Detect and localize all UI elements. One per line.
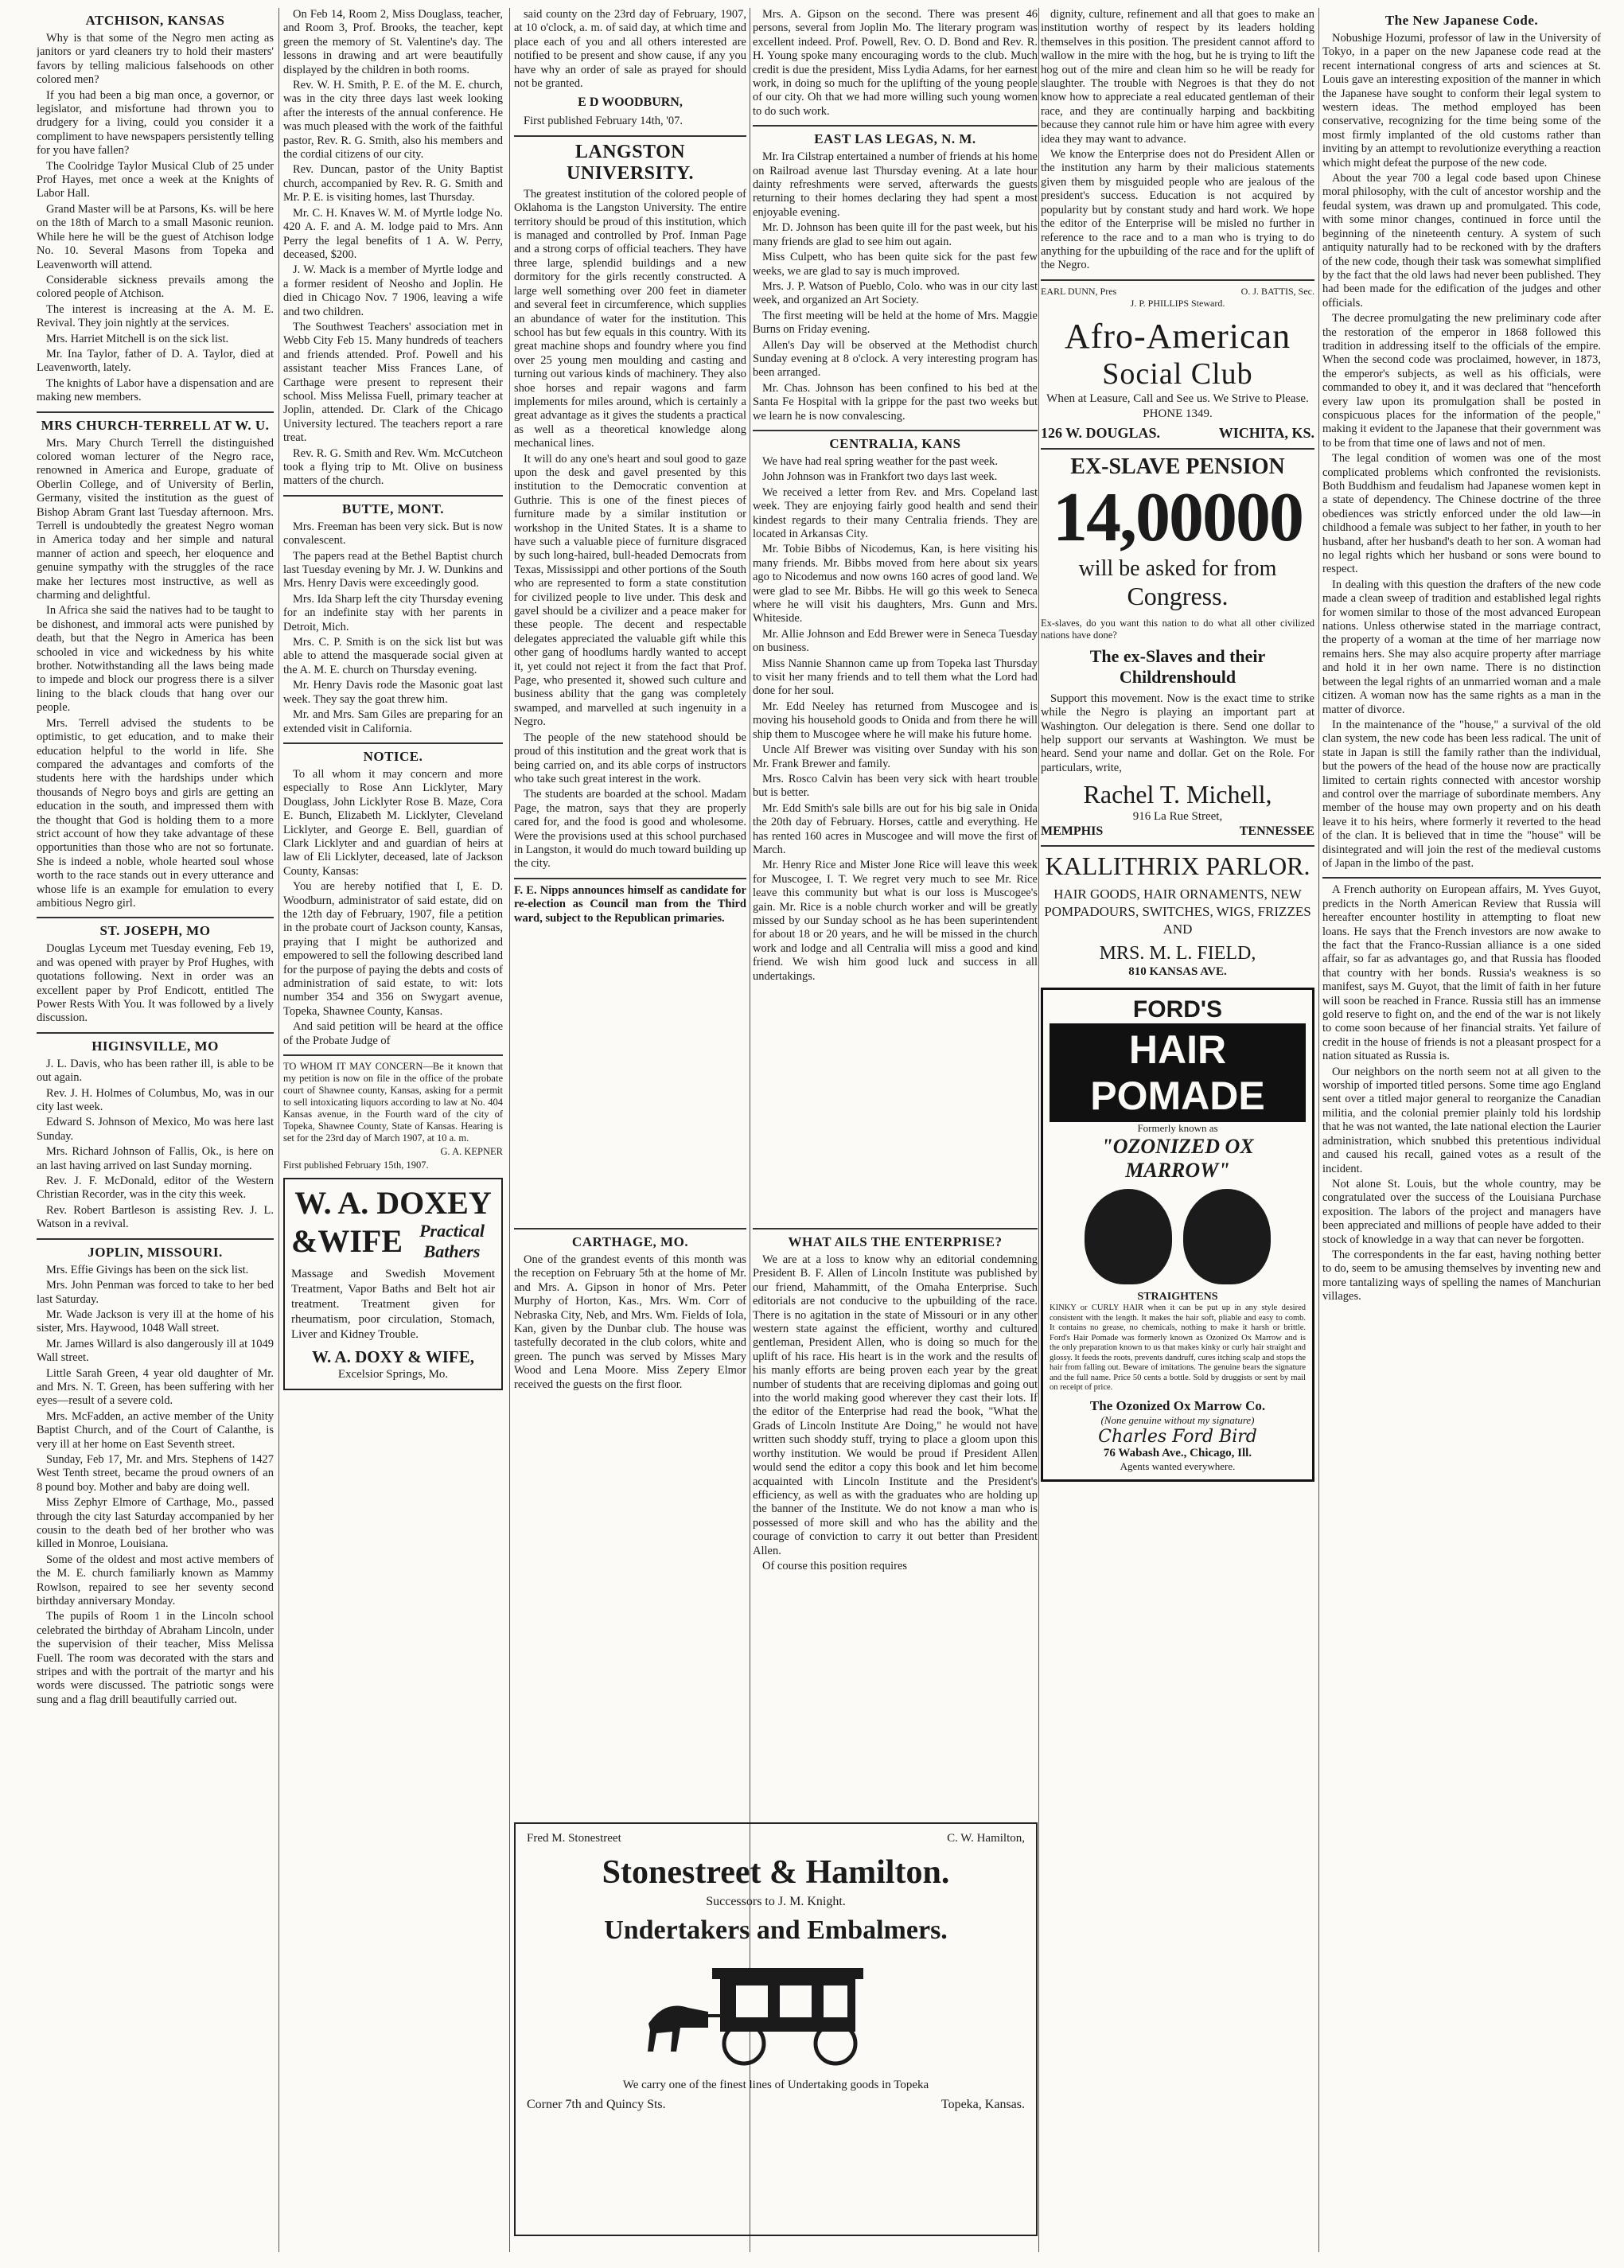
kallithrix-ad <box>1041 851 1314 980</box>
article-paragraph: Mr. Chas. Johnson has been confined to his bed at the Santa Fe Hospital with la grippe for the past two weeks but we learn he is now convalescing. <box>753 381 1038 423</box>
section-heading: LANGSTON UNIVERSITY. <box>567 141 694 184</box>
article-paragraph: Allen's Day will be observed at the Methodist church Sunday evening at 8 o'clock. A very interesting program has been arranged. <box>753 338 1038 380</box>
ad-line: will be asked for from <box>1078 555 1277 581</box>
ad-title: Social Club <box>1102 357 1253 391</box>
ad-title: FORD'S <box>1132 996 1223 1023</box>
section-heading: HIGINSVILLE, MO <box>92 1038 219 1054</box>
article-paragraph: Mr. Henry Rice and Mister Jone Rice will leave this week for Muscogee, I. T. We regret very much to see Mr. Rice leave this community but what is our loss is Muscogee's gain. Mr. Rice is a noble church worker and will be greatly missed by our Sunday school as he has been superintendent for about 18 or 20 years, and he will be missed in the church work and lodge and all Centralia will miss a good and kind friend. We wish him good luck and success in all undertakings. <box>753 859 1038 983</box>
ad-signature: Charles Ford Bird <box>1098 1426 1257 1447</box>
article-paragraph: In Africa she said the natives had to be taught to be dishonest, and immoral acts were punished by death, but that the Negro in America has been schooled in vice and wickedness by his white brother. Notwithstanding all the laws being made to impede and block our progress there is a silver lining to the black clouds that hang over our people. <box>37 604 274 715</box>
article-paragraph: Rev. W. H. Smith, P. E. of the M. E. church, was in the city three days last week looking after the interests of the annual conference. He was much pleased with the work of the faithful pastor, Rev. R. G. Smith, also his members and the cordial citizens of our city. <box>283 79 503 162</box>
article-paragraph: Little Sarah Green, 4 year old daughter of Mr. and Mrs. N. T. Green, has been suffering with her eyes—result of a severe cold. <box>37 1366 274 1408</box>
ad-tagline: Practical Bathers <box>419 1221 485 1262</box>
article-paragraph: You are hereby notified that I, E. D. Woodburn, administrator of said estate, did on the 12th day of February, 1907, file a petition in the probate court of Jackson county, Kansas, praying that I might be authorized and empowered to sell the following described land for the purpose of paying the debts and costs of administration of said estate, to wit: lots number 354 and 356 on Swygart avenue, Topeka, Shawnee County, Kansas. <box>283 880 503 1018</box>
partner-name: Fred M. Stonestreet <box>527 1832 621 1845</box>
article-paragraph: Mrs. Rosco Calvin has been very sick with heart trouble but is better. <box>753 772 1038 800</box>
article-paragraph: Mr. Henry Davis rode the Masonic goat last week. They say the goat threw him. <box>283 679 503 706</box>
portrait-icon <box>1085 1189 1172 1284</box>
section-heading: ST. JOSEPH, MO <box>99 923 211 939</box>
article-paragraph: Mrs. Freeman has been very sick. But is now convalescent. <box>283 520 503 548</box>
article-paragraph: Miss Nannie Shannon came up from Topeka last Thursday to visit her many friends and to tell them what the Lord had done for her soul. <box>753 657 1038 698</box>
article-paragraph: Edward S. Johnson of Mexico, Mo was here last Sunday. <box>37 1116 274 1143</box>
article-paragraph: We know the Enterprise does not do President Allen or the institution any harm by their malicious statements given them by misguided people who are jealous of the president's success. Education is not acquired by popularity but by constant study and hard work. We hope the editor of the Enterprise will be misled no further in reference to the race and to a man who is trying to do anything for the upbuilding of the race and for the uplift of the Negro. <box>1041 148 1314 272</box>
section-rule <box>37 1032 274 1034</box>
ad-title: HAIR POMADE <box>1050 1023 1306 1122</box>
article-paragraph: Miss Zephyr Elmore of Carthage, Mo., passed through the city last Saturday accompanied by her cousin to the death bed of her brother who was killed in Monroe, Louisiana. <box>37 1496 274 1551</box>
signature: E D WOODBURN, <box>578 95 683 110</box>
article-paragraph: The Southwest Teachers' association met in Webb City Feb 15. Many hundreds of teachers and friends attended. Prof. Powell and his assistant teacher Miss Frances Lane, of Carthage were present to represent their school. Miss Melissa Fuell, primary teacher at Joplin, attended. Dr. Clark of the Chicago University lectured. The teachers report a rare treat. <box>283 320 503 445</box>
article-paragraph: Rev. Duncan, pastor of the Unity Baptist church, accompanied by Rev. R. G. Smith and Mr. P. E. is visiting homes, last Thursday. <box>283 163 503 205</box>
section-rule <box>37 411 274 413</box>
ad-city: Topeka, Kansas. <box>941 2098 1025 2111</box>
ad-signature: W. A. DOXY & WIFE, <box>311 1347 474 1367</box>
article-paragraph: We are at a loss to know why an editorial condemning President B. F. Allen of Lincoln Institute was published by our friend, Mahammitt, of the Omaha Enterprise. Such editorials are not conducive to the upbuilding of the race. There is no agitation in the state of Missouri or in any other western state against the efficient, worthy and cultured gentleman, President Allen, who is doing so much for the uplift of his race. His heart is in the work and the results of his manly efforts are being proven each year by the great number of students that are receiving diplomas and going out into the world making good wherever they cast their lots. If the editor of the Enterprise had read the book, "What the Grads of Lincoln Institute Are Doing," he would not have written such shoddy stuff, trying to place a gloom upon this worthy institution. We would be proud if President Allen would send the editor a copy this book and let him become acquainted with Lincoln Institute and the President's efficiency, as well as with the graduates who are holding up the banner of the Institute. We do not know a man who is possessed of more skill and who has the ability and the courage of conviction to carry it out better than President Allen. <box>753 1253 1038 1557</box>
article-paragraph: Mrs. Ida Sharp left the city Thursday evening for an indefinite stay with her parents in Detroit, Mich. <box>283 592 503 633</box>
ad-line: Formerly known as <box>1137 1122 1218 1135</box>
article-paragraph: Uncle Alf Brewer was visiting over Sunday with his son Mr. Frank Brewer and family. <box>753 743 1038 770</box>
article-paragraph: Rev. J. H. Holmes of Columbus, Mo, was in our city last week. <box>37 1086 274 1114</box>
ad-address: Corner 7th and Quincy Sts. <box>527 2098 666 2111</box>
lower-band <box>514 1222 1038 2252</box>
column-5 <box>1041 8 1314 2244</box>
column-rule <box>1318 8 1319 2252</box>
section-heading: MRS CHURCH-TERRELL AT W. U. <box>41 417 270 433</box>
section-rule <box>283 742 503 744</box>
article-paragraph: Nobushige Hozumi, professor of law in the University of Tokyo, in a paper on the new Japanese code read at the recent international congress of arts and sciences at St. Louis gave an interesting exposition of the manner in which the Japanese have sought to conform their legal system to western ideas. The method employed has been conservative, recognizing for the time being some of the most firmly implanted of the old customs rather than inviting by an attempt to revolutionize everything a reaction which might defeat the purpose of the new code. <box>1322 32 1601 170</box>
article-paragraph: Mr. Ina Taylor, father of D. A. Taylor, died at Leavenworth, lately. <box>37 347 274 375</box>
section-rule <box>753 125 1038 127</box>
ad-title: EX-SLAVE PENSION <box>1070 454 1285 479</box>
article-paragraph: On Feb 14, Room 2, Miss Douglass, teacher, and Room 3, Prof. Brooks, the teacher, kept green the memory of St. Valentine's day. The lessons in drawing and art were beautifully displayed by the children in both rooms. <box>283 8 503 76</box>
ad-line: (None genuine without my signature) <box>1100 1413 1255 1426</box>
ad-fineprint: KINKY or CURLY HAIR when it can be put up in any style desired consistent with the length. It makes the hair soft, pliable and easy to comb. It contains no grease, no chemicals, nothing to make it harsh or brittle. Ford's Hair Pomade was formerly known as Ozonized Ox Marrow and is the only preparation known to us that makes kinky or curly hair straight and glossy. It feeds the roots, prevents dandruff, cures itching scalp and stops the hair from falling out. Beware of imitations. The genuine bears the signature and the full name. Price 50 cents a bottle. Sold by druggists or sent by mail on receipt of price. <box>1050 1304 1306 1393</box>
article-paragraph: Rev. R. G. Smith and Rev. Wm. McCutcheon took a flying trip to Mt. Olive on business matters of the church. <box>283 446 503 488</box>
publication-date: First published February 14th, '07. <box>524 115 683 128</box>
ad-contact: MRS. M. L. FIELD, <box>1099 943 1256 964</box>
column-6 <box>1322 8 1601 2244</box>
successor-line: Successors to J. M. Knight. <box>706 1895 846 1908</box>
social-club-ad <box>1041 316 1314 442</box>
article-paragraph: Mrs. Effie Givings has been on the sick list. <box>46 1263 249 1276</box>
article-paragraph: J. L. Davis, who has been rather ill, is able to be out again. <box>37 1057 274 1085</box>
ad-body: Support this movement. Now is the exact time to strike while the Negro is playing an important part at Washington. Our delegation is there. Send one dollar to help support our servants at Washington. We must be heard. Send your name and dollar. Get on the Role. For particulars, write, <box>1041 692 1314 774</box>
article-paragraph: Mr. Wade Jackson is very ill at the home of his sister, Mrs. Haywood, 1048 Wall street. <box>37 1307 274 1335</box>
section-rule <box>753 1228 1038 1229</box>
article-paragraph: Our neighbors on the north seem not at all given to the worship of imported titled persons. Some time ago England sent over a titled major general to reorganize the Canadian militia, and the colonial premier plainly told his lordship that he was not wanted, the late national election the Laurier administration, which snubbed this pretentious individual and caused his recall, gained votes as a result of the incident. <box>1322 1065 1601 1175</box>
article-paragraph: Some of the oldest and most active members of the M. E. church familiarly known as Mammy Rowlson, repaired to see her seventy second birthday anniversary Monday. <box>37 1553 274 1608</box>
article-paragraph: Mr. and Mrs. Sam Giles are preparing for an extended visit in California. <box>283 708 503 735</box>
article-paragraph: The Coolridge Taylor Musical Club of 25 under Prof Hayes, met once a week at the Knights of Labor Hall. <box>37 159 274 201</box>
article-paragraph: Why is that some of the Negro men acting as janitors or yard cleaners try to hold their masters' favors by telling malicious falsehoods on other colored men? <box>37 32 274 87</box>
publication-date: First published February 15th, 1907. <box>283 1159 429 1171</box>
column-1 <box>37 8 274 2244</box>
article-paragraph: said county on the 23rd day of February, 1907, at 10 o'clock, a. m. of said day, at which time and place each of you and all others interested are notified to be present and show cause, if any you have why an order of sale as prayed for should not be granted. <box>514 8 746 91</box>
ad-line: STRAIGHTENS <box>1137 1291 1218 1304</box>
article-paragraph: In the maintenance of the "house," a survival of the old clan system, the new code has been less radical. The unit of state in Japan is still the family rather than the individual, but the powers of the head of the house now are practically limited to certain rights connected with ancestor worship and control over the marriage of subordinate members. Any member of the house may own property and on his death leave it to his heirs, where formerly it reverted to the head of the clan. It is believed that in time the "house" will be disintegrated and will join the rest of the medieval customs of Japan in the limbo of the past. <box>1322 718 1601 870</box>
ad-title-suffix: &WIFE <box>291 1223 403 1260</box>
column-rule <box>509 8 510 2252</box>
article-paragraph: The people of the new statehood should be proud of this institution and the great work that is being carried on, and its able corps of instructors who take such great interest in the work. <box>514 731 746 785</box>
section-rule <box>283 495 503 497</box>
article-paragraph: The decree promulgating the new preliminary code after the restoration of the emperor in 1868 followed this tradition in addressing itself to the officials of the empire. When the second code was proclaimed, however, in 1873, the emperor's subjects, as well as his officials, were commanded to obey it, and it was declared that "henceforth every law upon its promulgation shall be posted in conspicuous places for the information of the people," making it evident to the Japanese that their government was to be from that time one of laws and not of men. <box>1322 312 1601 450</box>
article-paragraph: If you had been a big man once, a governor, or legislator, and misfortune had thrown you to drudgery for a living, could you consider it a compliment to have newspapers persistently telling for you have fallen? <box>37 88 274 158</box>
article-paragraph: One of the grandest events of this month was the reception on February 5th at the home of Mr. and Mrs. A. Gipson in honor of Mrs. Peter Murphy of Horton, Kas., Mrs. Wm. Corr of Nebraska City, Neb, and Mrs. Wm. Fields of Iola, Kan, given by the Dunbar club. The house was tastefully decorated in the club colors, white and green. The punch was served by Misses Mary Wood and Lena Moore. Miss Zepery Elmor received the guests on the first floor. <box>514 1253 746 1391</box>
article-paragraph: Mr. C. H. Knaves W. M. of Myrtle lodge No. 420 A. F. and A. M. lodge paid to Mrs. Ann Perry the legal benefits of 1 A. W. Perry, deceased, $200. <box>283 206 503 261</box>
article-paragraph: Mrs. John Penman was forced to take to her bed last Saturday. <box>37 1279 274 1306</box>
ad-line: Agents wanted everywhere. <box>1120 1459 1236 1472</box>
section-rule <box>1322 877 1601 879</box>
ad-phone: PHONE 1349. <box>1143 407 1213 420</box>
contact-name: Rachel T. Michell, <box>1083 780 1272 809</box>
section-heading: CENTRALIA, KANS <box>829 435 961 451</box>
section-heading: CARTHAGE, MO. <box>571 1234 689 1249</box>
article-paragraph: dignity, culture, refinement and all that goes to make an institution worthy of respect by its leaders holding themselves in this position. The president cannot afford to wallow in the mire with the hog, but he is trying to lift the hog out of the mire and clean him so he will be ready for slaughter. The trouble with Negroes is that they do not know how to appreciate a real educated gentleman of their race, and they are continually harping and backbiting because they cannot rule him or have him agree with every idea they may want to advance. <box>1041 8 1314 146</box>
ad-body: When at Leasure, Call and See us. We Strive to Please. <box>1046 392 1309 405</box>
article-paragraph: Grand Master will be at Parsons, Ks. will be here on the 18th of March to a small Masonic reunion. While here he will be the guest of Atchison lodge No. 10. Several Masons from Topeka and Leavenworth will attend. <box>37 202 274 271</box>
article-paragraph: We received a letter from Rev. and Mrs. Copeland last week. They are enjoying fairly good health and send their kindest regards to their many Centralia friends. They are located in Arkansas City. <box>753 485 1038 540</box>
section-rule <box>753 430 1038 431</box>
article-paragraph: Douglas Lyceum met Tuesday evening, Feb 19, and was opened with prayer by Prof Hughes, with quotations following. Next in order was an excellent paper by Prof Endicott, entitled The Power Rests With You. It was followed by a lively discussion. <box>37 942 274 1025</box>
ad-body: We carry one of the finest lines of Undertaking goods in Topeka <box>622 2079 929 2091</box>
legal-notice: TO WHOM IT MAY CONCERN—Be it known that my petition is now on file in the office of the probate court of Shawnee county, Kansas, asking for a permit to sell intoxicating liquors according to law at No. 404 Kansas avenue, in the Fourth ward of the city of Topeka, Shawnee County, State of Kansas. Hearing is set for the 23rd day of March 1907, at 10 a. m. <box>283 1061 503 1144</box>
article-paragraph: Mrs. Mary Church Terrell the distinguished colored woman lecturer of the Negro race, renowned in America and Europe, graduate of Oberlin College, and of University of Berlin, Germany, visited the institution as the guest of Bishop Abram Grant last Tuesday afternoon. Mrs. Terrell is undoubtedly the greatest Negro woman in America today and her simple and natural manner of action and speech, her eloquence and genuine sympathy with the struggles of the race make her lectures most instructive, as well as charming and delightful. <box>37 436 274 602</box>
column-rule <box>278 8 279 2252</box>
article-paragraph: The knights of Labor have a dispensation and are making new members. <box>37 376 274 404</box>
section-heading: The New Japanese Code. <box>1384 13 1539 28</box>
section-heading: WHAT AILS THE ENTERPRISE? <box>788 1234 1003 1249</box>
article-paragraph: The first meeting will be held at the home of Mrs. Maggie Burns on Friday evening. <box>753 309 1038 337</box>
section-rule <box>514 135 746 137</box>
article-paragraph: Mr. James Willard is also dangerously ill at 1049 Wall street. <box>37 1337 274 1365</box>
candidate-announcement: F. E. Nipps announces himself as candidate for re-election as Council man from the Third ward, subject to the Republican primaries. <box>514 883 746 925</box>
stonestreet-ad <box>514 1822 1038 2236</box>
article-paragraph: John Johnson was in Frankfort two days last week. <box>762 470 998 484</box>
contact-state: TENNESSEE <box>1239 824 1314 839</box>
article-paragraph: Mr. Allie Johnson and Edd Brewer were in Seneca Tuesday on business. <box>753 627 1038 655</box>
ad-line: "OZONIZED OX MARROW" <box>1101 1135 1254 1183</box>
column-4 <box>753 8 1038 1222</box>
portrait-icon <box>1183 1189 1271 1284</box>
article-paragraph: A French authority on European affairs, M. Yves Guyot, predicts in the North American Review that Russia will hereafter encounter hostility in attempting to float new loans. He says that the French investors are now awake to the fact that the Franco-Russian alliance is a one sided affair, so far as advantages go, and that Russia has flooded that country with her bonds. Russia's weakness is so manifest, says M. Guyot, that the limit of faith in her future will soon be reached in France. Russia still has an immense gold reserve to fight on, and the end of the war is not likely to come soon because of her financial straits. Yet failure of credit in the house of friends is not a pleasant prospect for a nation situated as Russia is. <box>1322 883 1601 1063</box>
section-heading: EAST LAS LEGAS, N. M. <box>814 131 976 147</box>
services-line: Undertakers and Embalmers. <box>604 1915 948 1945</box>
article-paragraph: And said petition will be heard at the office of the Probate Judge of <box>283 1020 503 1047</box>
column-2 <box>283 8 503 2244</box>
ad-subheading: The ex-Slaves and their Childrenshould <box>1089 645 1266 687</box>
article-paragraph: Of course this position requires <box>762 1559 908 1572</box>
carthage-column <box>514 1222 746 1810</box>
ad-title: W. A. DOXEY <box>294 1185 492 1222</box>
section-heading: ATCHISON, KANSAS <box>85 13 225 28</box>
ad-maker: The Ozonized Ox Marrow Co. <box>1089 1397 1266 1413</box>
section-rule <box>283 1054 503 1056</box>
section-heading: JOPLIN, MISSOURI. <box>88 1244 223 1260</box>
article-paragraph: Miss Culpett, who has been quite sick for the past few weeks, we are glad to say is much improved. <box>753 251 1038 278</box>
officer-name: EARL DUNN, Pres <box>1041 285 1117 297</box>
article-paragraph: The interest is increasing at the A. M. E. Revival. They join nightly at the services. <box>37 302 274 330</box>
article-paragraph: The pupils of Room 1 in the Lincoln school celebrated the birthday of Abraham Lincoln, under the supervision of their teacher, Miss Melissa Fuell. The room was decorated with the stars and stripes and with the portrait of the martyr and his words were discussed. The patriotic songs were sung and a flag drill beautifully carried out. <box>37 1610 274 1706</box>
ad-address: 76 Wabash Ave., Chicago, Ill. <box>1103 1446 1252 1459</box>
hearse-icon <box>633 1952 919 2071</box>
section-rule <box>1041 845 1314 847</box>
article-paragraph: Mrs. C. P. Smith is on the sick list but was able to attend the masquerade social given at the A. M. E. church on Thursday evening. <box>283 636 503 676</box>
contact-city: MEMPHIS <box>1041 824 1104 839</box>
article-paragraph: The students are boarded at the school. Madam Page, the matron, says that they are properly cared for, and the food is good and wholesome. Were the provisions used at this school purchased in Langston, it would do much toward building up the city. <box>514 788 746 871</box>
ad-body: HAIR GOODS, HAIR ORNAMENTS, NEW POMPADOURS, SWITCHES, WIGS, FRIZZES AND <box>1044 887 1311 937</box>
article-paragraph: Mrs. J. P. Watson of Pueblo, Colo. who was in our city last week, and organized an Art Society. <box>753 279 1038 307</box>
ad-city: WICHITA, KS. <box>1218 424 1314 441</box>
firm-name: Stonestreet & Hamilton. <box>602 1854 950 1891</box>
section-heading: NOTICE. <box>363 748 423 764</box>
column-rule <box>1038 8 1039 2252</box>
ad-title: KALLITHRIX PARLOR. <box>1045 851 1310 881</box>
ad-address: 126 W. DOUGLAS. <box>1041 424 1161 441</box>
legal-signature: G. A. KEPNER <box>440 1146 503 1158</box>
article-paragraph: Rev. J. F. McDonald, editor of the Western Christian Recorder, was in the city this week. <box>37 1175 274 1202</box>
section-rule <box>514 1228 746 1229</box>
contact-street: 916 La Rue Street, <box>1132 810 1223 824</box>
column-3 <box>514 8 746 1222</box>
ad-body: Massage and Swedish Movement Treatment, Vapor Baths and Belt hot air treatment. Treatment given for rheumatism, poor circulation, Stomach, Liver and Kidney Trouble. <box>291 1268 495 1342</box>
doxey-ad <box>283 1178 503 1390</box>
fords-pomade-ad <box>1041 988 1314 1482</box>
article-paragraph: We have had real spring weather for the past week. <box>762 454 998 468</box>
article-paragraph: Mrs. A. Gipson on the second. There was present 46 persons, several from Joplin Mo. The literary program was excellent indeed. Prof. Powell, Rev. O. D. Bond and Rev. R. H. Young spoke many encouraging words to the club. Much credit is due the president, Miss Lydia Adams, for her earnest work, in doing so much for the uplifting of the young people of our city. Oh that we had more willing such young women to do such work. <box>753 8 1038 118</box>
officer-name: J. P. PHILLIPS Steward. <box>1130 297 1225 309</box>
pension-ad <box>1041 454 1314 839</box>
ad-location: Excelsior Springs, Mo. <box>337 1368 449 1381</box>
article-paragraph: Mrs. Richard Johnson of Fallis, Ok., is here on an last having arrived on last Sunday morning. <box>37 1145 274 1172</box>
pension-amount: 14,00000 <box>1053 478 1303 556</box>
section-rule <box>1041 279 1314 281</box>
article-paragraph: Mr. Edd Neeley has returned from Muscogee and is moving his household goods to Onida and from there he will ship them to Muscogee where he will make his future home. <box>753 699 1038 741</box>
article-paragraph: Rev. Robert Bartleson is assisting Rev. J. L. Watson in a revival. <box>37 1203 274 1231</box>
partner-name: C. W. Hamilton, <box>947 1832 1025 1845</box>
ad-question: Ex-slaves, do you want this nation to do what all other civilized nations have done? <box>1041 617 1314 641</box>
article-paragraph: Mr. Ira Cilstrap entertained a number of friends at his home on Railroad avenue last Thursday evening. At a late hour dainty refreshments were served, afterwards the guests returning to their homes declaring they had spent a most enjoyable evening. <box>753 150 1038 219</box>
article-paragraph: To all whom it may concern and more especially to Rose Ann Licklyter, Mary Douglass, John Licklyter Rose B. Maze, Cora E. Bunch, Elizabeth M. Licklyter, Cleveland Licklyter, and George E. Bell, guardian of Clark Licklyter and and guardian of heirs at law of Eli Licklyter, deceased, late of Jackson County, Kansas: <box>283 767 503 878</box>
article-paragraph: About the year 700 a legal code based upon Chinese moral philosophy, with the cult of ancestor worship and the feudal system, was drawn up and promulgated. This code, with some minor changes, continued in force until the beginning of the nineteenth century. A system of such antiquity naturally had to be reckoned with by the drafters of the new code, though their task was somewhat simplified by the fact that the old laws had never been published. They had been made for the edification of the judges and other officials. <box>1322 172 1601 310</box>
section-rule <box>37 1238 274 1240</box>
article-paragraph: Mr. Edd Smith's sale bills are out for his big sale in Onida the 20th day of February. Horses, cattle and everything. He has rented 160 acres in Muscogee and will move the first of March. <box>753 801 1038 856</box>
article-paragraph: Mrs. Harriet Mitchell is on the sick list. <box>46 332 229 345</box>
article-paragraph: Mr. Tobie Bibbs of Nicodemus, Kan, is here visiting his many friends. Mr. Bibbs moved from here about six years ago to Nicodemus and now owns 160 acres of good land. We were glad to see Mr. Bibbs. He will go this week to Seneca where he will visit his daughters, Mrs. Gunn and Mrs. Whiteside. <box>753 543 1038 625</box>
section-rule <box>514 878 746 879</box>
article-paragraph: Sunday, Feb 17, Mr. and Mrs. Stephens of 1427 West Tenth street, became the proud owners of an 8 pound boy. Mother and baby are doing well. <box>37 1452 274 1494</box>
article-paragraph: The papers read at the Bethel Baptist church last Tuesday evening by Mr. J. W. Dunkins and Mrs. Henry Davis were exceedingly good. <box>283 549 503 590</box>
enterprise-column <box>753 1222 1038 1810</box>
section-rule <box>1041 448 1314 450</box>
article-paragraph: The legal condition of women was one of the most complicated problems which confronted the revisionists. Both Buddhism and feudalism had Japanese women kept in a state of dependency. The Chinese doctrine of the three obediences was strictly enforced under the old law—in childhood a female was subject to her father, in youth to her husband, after her husband's death to her son. A woman had no legal rights which her husband or sons were bound to respect. <box>1322 452 1601 576</box>
article-paragraph: Mr. D. Johnson has been quite ill for the past week, but his many friends are glad to see him out again. <box>753 221 1038 248</box>
ad-address: 810 KANSAS AVE. <box>1128 965 1227 979</box>
article-paragraph: Mrs. McFadden, an active member of the Unity Baptist Church, and of the Court of Calanthe, is very ill at her home on East Seventh street. <box>37 1409 274 1451</box>
section-heading: BUTTE, MONT. <box>341 501 444 516</box>
article-paragraph: It will do any one's heart and soul good to gaze upon the desk and gavel presented by this institution to the Democratic convention at Guthrie. This is one of the finest pieces of furniture made by a similar institution or workshop in the United States. It is a shame to have such a valuable piece of furniture disgraced by such long-haired, bull-headed Democrats from Texas, Mississippi and other portions of the South who are represented to form a state constitution for civilized people to live under. This desk and gavel should be a civilizer and a peace maker for these people. The decent and respectable delegates appreciated the valuable gift while this other gang of hoodlums hardly wanted to accept it, yet could not reject it from the fact that Prof. Page, who presented it, showed such culture and business ability that the gang was completely swamped, and marvelled at such ingenuity in a Negro. <box>514 452 746 729</box>
ad-title: Afro-American <box>1064 316 1291 356</box>
article-paragraph: Not alone St. Louis, but the whole country, may be congratulated over the success of the Louisiana Purchase exposition. The labors of the project and managers have been appreciated and millions of people have added to their stock of knowledge in a way that can never be forgotten. <box>1322 1177 1601 1246</box>
section-rule <box>37 917 274 918</box>
article-paragraph: The greatest institution of the colored people of Oklahoma is the Langston University. The entire territory should be proud of this institution, which is managed and controlled by Prof. Inman Page and a strong corps of official teachers. They have three large, splendid buildings and a new dormitory for the girls recently constructed. A large well something over 200 feet in diameter and several feet in circumference, which supplies an abundance of water for the institution. This school has but few equals in this country. With its great machine shops and foundry where you find over 25 young men moulding and casting and turning out various kinds of machinery. They also shoe horses and repair wagons and farm implements for miles around, which is certainly a great advantage as it gives the students a practical as well as a theoretical knowledge along mechanical lines. <box>514 187 746 450</box>
ad-line: Congress. <box>1127 581 1229 610</box>
article-paragraph: Considerable sickness prevails among the colored people of Atchison. <box>37 273 274 301</box>
officer-name: O. J. BATTIS, Sec. <box>1240 285 1314 297</box>
article-paragraph: J. W. Mack is a member of Myrtle lodge and a former resident of Neosho and Joplin. He died in Chicago Nov. 7 1906, leaving a wife and two children. <box>283 263 503 318</box>
article-paragraph: In dealing with this question the drafters of the new code made a clean sweep of tradition and established legal rights for women similar to those of the most advanced European nations. Unless otherwise stated in the marriage contract, the property of a woman at the time of her marriage now remains hers. She may also acquire property after marriage and hold it in her own name. There is no distinction between the legal rights of an unmarried woman and a male citizen. A woman now has the same rights as a man in the matter of divorce. <box>1322 578 1601 716</box>
article-paragraph: The correspondents in the far east, having nothing better to do, seem to be amusing themselves by inventing new and more tantalizing ways of spelling the names of Manchurian villages. <box>1322 1248 1601 1304</box>
article-paragraph: Mrs. Terrell advised the students to be optimistic, to get education, and to make their education helpful to the world in life. She compared the advantages and comforts of the students here with the hardships under which thousands of Negro boys and girls are getting an education in the south, and impressed them with the thought that God is holding them to a more strict account of how they take advantage of these opportunities than those who are not so fortunate. She is indeed a noble, whole hearted soul whose worth to the race stands out in every utterance and whose life is an example for emulation to every ambitious Negro girl. <box>37 716 274 910</box>
